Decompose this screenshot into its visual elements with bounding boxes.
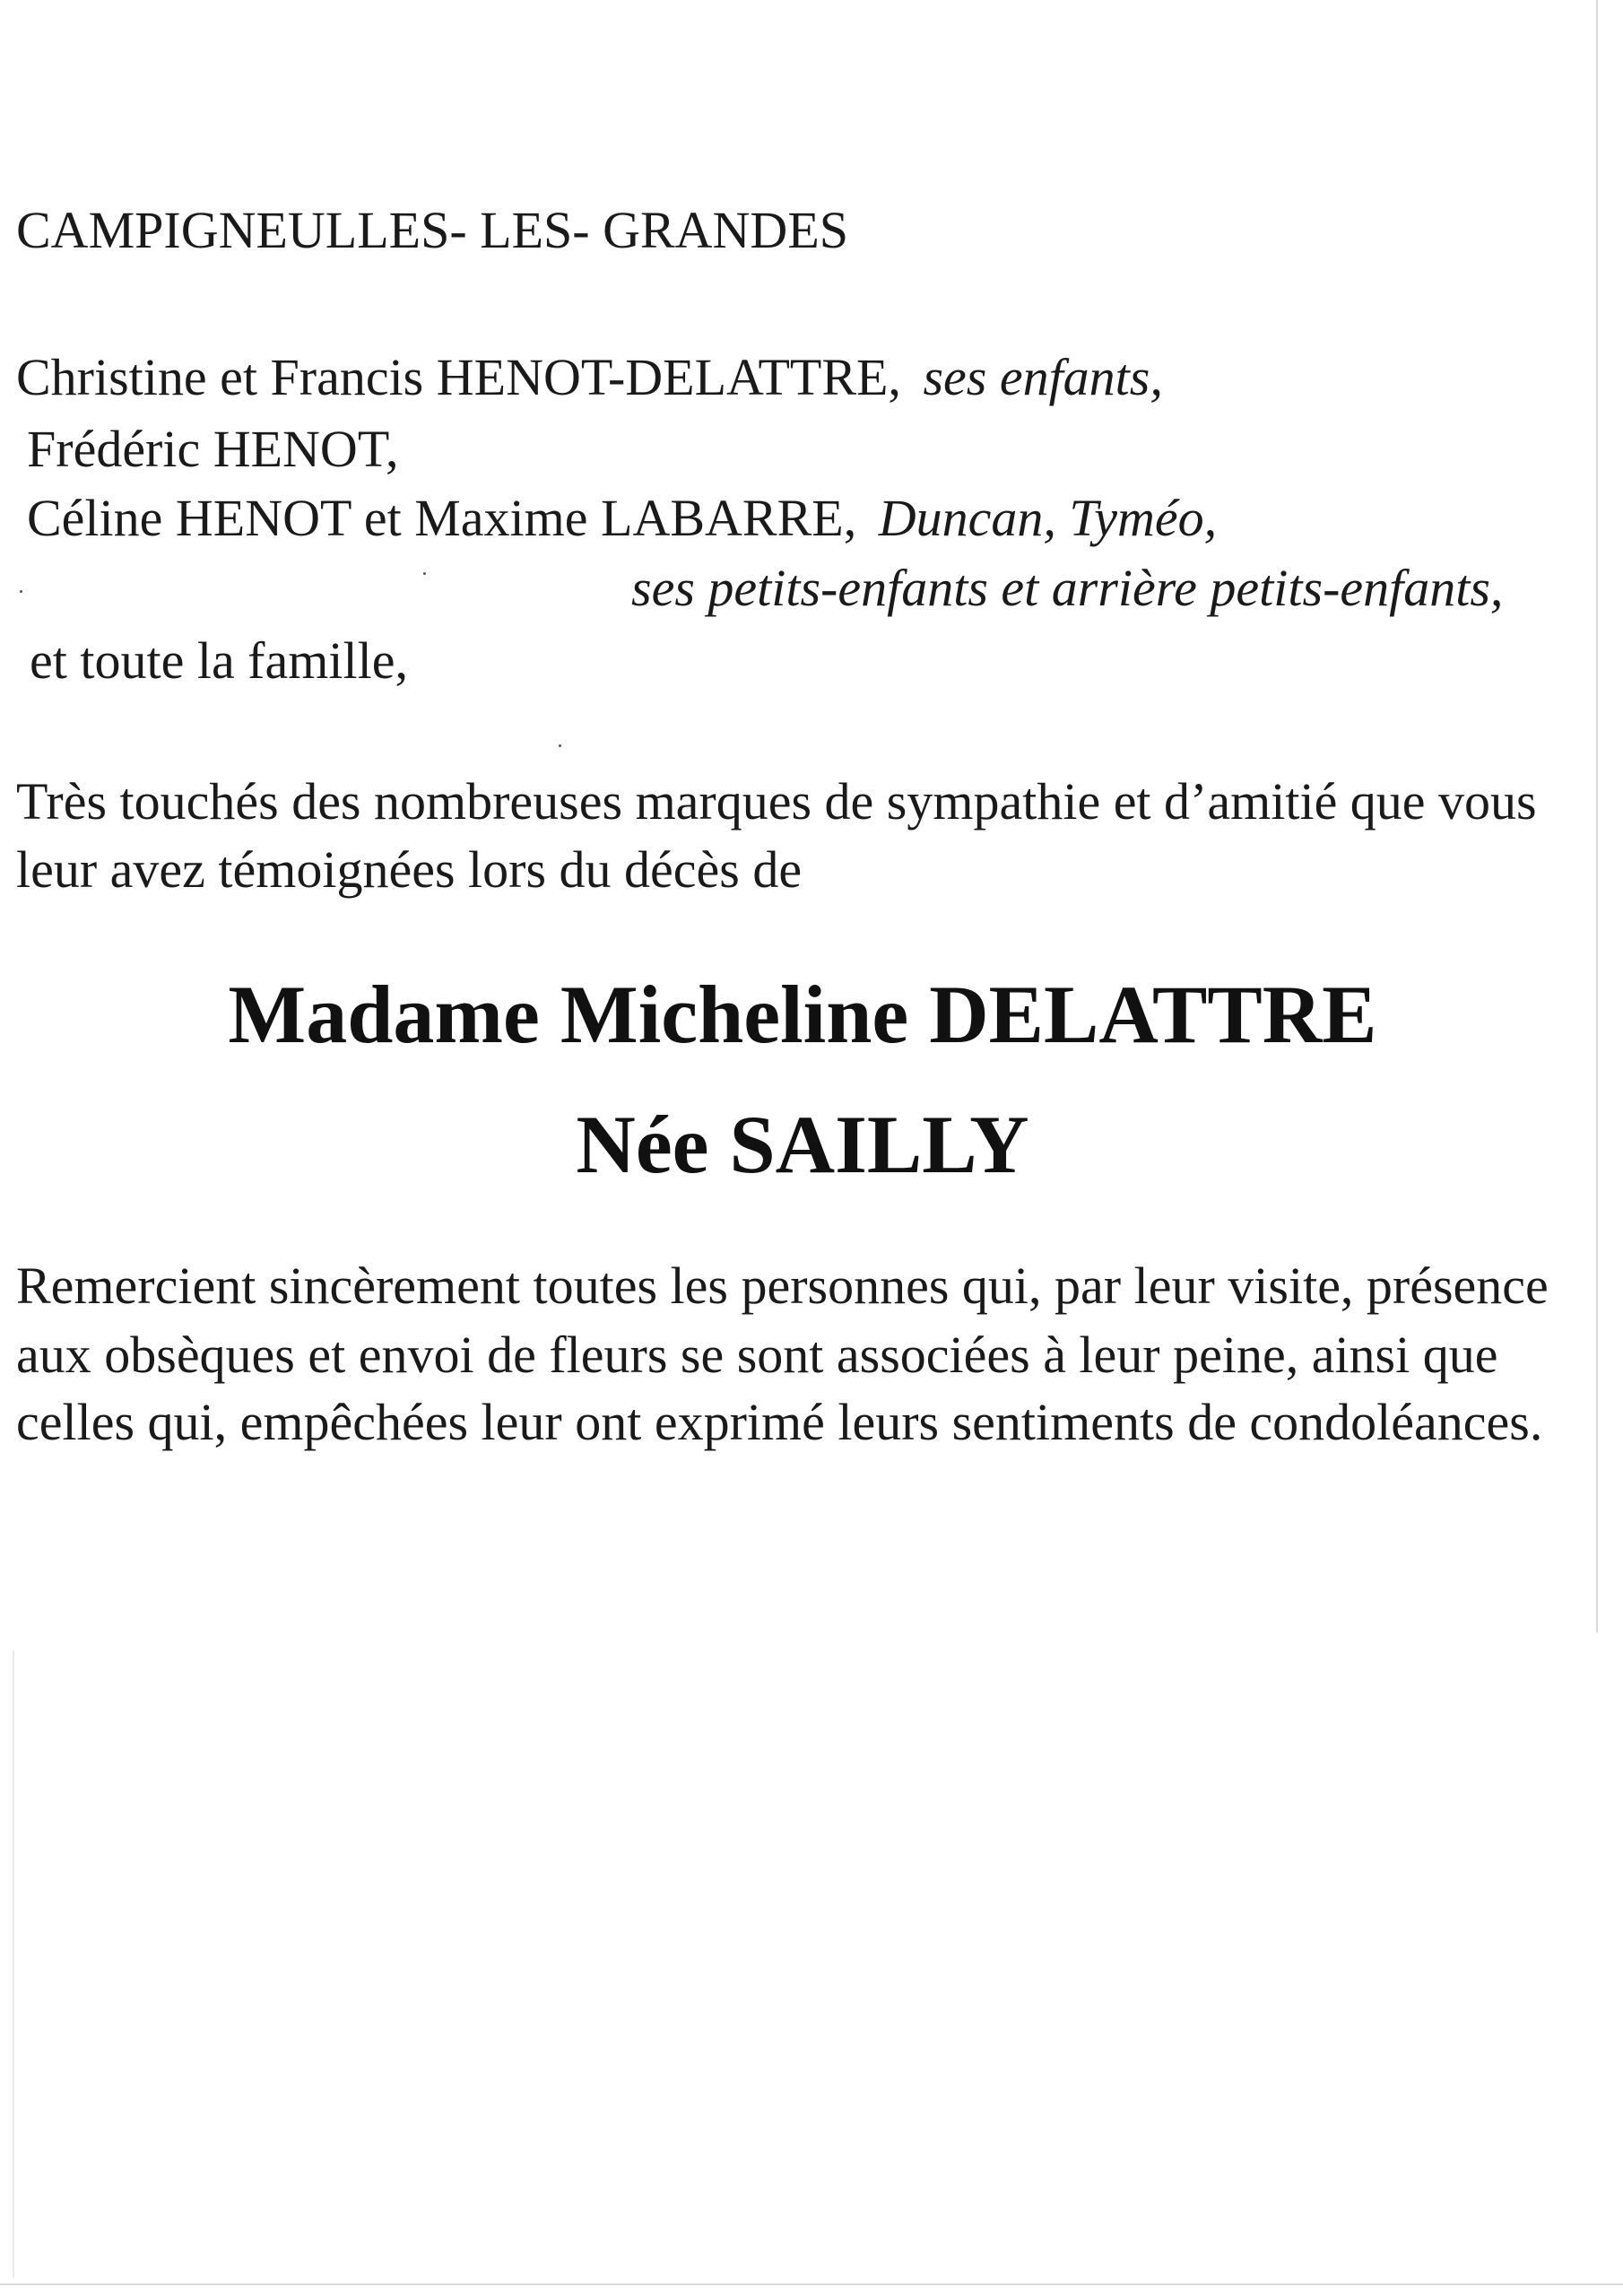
- thanks-line-2: aux obsèques et envoi de fleurs se sont associées à leur peine, ainsi que: [16, 1326, 1498, 1384]
- family-role-grandchildren: ses petits-enfants et arrière petits-enfants,: [631, 559, 1504, 617]
- family-role-children: ses enfants,: [923, 348, 1163, 406]
- family-names-granddaughter: Céline HENOT et Maxime LABARRE,: [27, 489, 857, 547]
- deceased-name: Madame Micheline DELATTRE: [228, 969, 1377, 1060]
- scan-edge-right: [1596, 0, 1598, 1632]
- scan-speck: [20, 590, 22, 593]
- scan-speck: [423, 572, 426, 575]
- intro-line-1: Très touchés des nombreuses marques de sympathie et d’amitié que vous: [16, 772, 1537, 831]
- family-rest: et toute la famille,: [30, 631, 408, 690]
- thanks-line-3: celles qui, empêchées leur ont exprimé leurs sentiments de condoléances.: [16, 1393, 1543, 1451]
- family-line-3: [27, 489, 1218, 547]
- family-names-grandson: Frédéric HENOT,: [27, 420, 399, 478]
- family-line-2: [27, 420, 399, 478]
- family-line-1: [16, 348, 1163, 406]
- intro-line-2: leur avez témoignées lors du décès de: [16, 840, 803, 899]
- deceased-birth-name: Née SAILLY: [576, 1099, 1029, 1190]
- thanks-line-1: Remercient sincèrement toutes les personnes qui, par leur visite, présence: [16, 1257, 1549, 1315]
- family-names-children: Christine et Francis HENOT-DELATTRE,: [16, 348, 901, 406]
- scan-edge-left: [13, 1650, 14, 2278]
- family-names-great-grandchildren: Duncan, Tyméo,: [878, 489, 1218, 547]
- scan-speck: [559, 744, 561, 747]
- location-heading: CAMPIGNEULLES- LES- GRANDES: [16, 201, 848, 259]
- scan-edge-bottom: [0, 2283, 1623, 2285]
- family-line-4: [631, 559, 1504, 617]
- family-line-5: [30, 631, 408, 690]
